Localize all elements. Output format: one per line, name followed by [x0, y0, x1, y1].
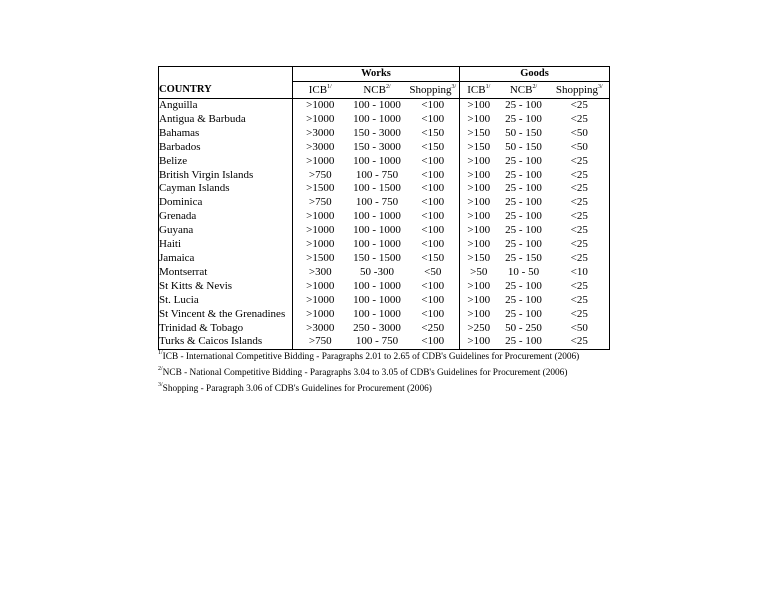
goods-icb-cell: >250 — [460, 322, 498, 336]
country-cell: Jamaica — [159, 252, 293, 266]
footnote — [158, 365, 579, 381]
works-ncb-cell: 50 -300 — [360, 265, 394, 278]
goods-icb-cell: >150 — [460, 127, 498, 141]
works-shopping-cell: <100 — [421, 293, 445, 306]
goods-shopping-cell: <25 — [550, 169, 610, 183]
goods-icb-cell: >100 — [460, 280, 498, 294]
works-shopping-cell: <100 — [421, 99, 445, 111]
works-shopping-cell: <100 — [421, 279, 445, 292]
goods-shopping-cell: <50 — [550, 322, 610, 336]
goods-icb-header — [460, 82, 498, 99]
works-shopping-cell: <100 — [421, 112, 445, 125]
country-column-header: COUNTRY — [159, 82, 293, 99]
country-cell: Trinidad & Tobago — [159, 322, 293, 336]
table-body — [159, 99, 610, 350]
footnote-text: ICB - International Competitive Bidding - Paragraphs 2.01 to 2.65 of CDB's Guidelines for Procurement (2006) — [162, 352, 580, 362]
works-shopping-cell: <150 — [421, 140, 445, 153]
works-ncb-cell: 100 - 1000 — [353, 154, 401, 167]
goods-ncb-cell: 50 - 150 — [505, 140, 542, 153]
country-cell: St Kitts & Nevis — [159, 280, 293, 294]
works-icb-cell: >1000 — [293, 294, 348, 308]
table-row — [159, 308, 610, 322]
country-cell: Belize — [159, 155, 293, 169]
goods-ncb-cell: 50 - 250 — [505, 321, 542, 334]
header-spacer-cell — [159, 67, 293, 82]
works-shopping-cell: <100 — [421, 168, 445, 181]
table-row — [159, 294, 610, 308]
goods-shopping-cell: <25 — [550, 113, 610, 127]
goods-ncb-cell: 25 - 100 — [505, 168, 542, 181]
goods-icb-cell: >100 — [460, 99, 498, 113]
table-row — [159, 196, 610, 210]
goods-shopping-cell: <25 — [550, 308, 610, 322]
works-icb-cell: >1000 — [293, 113, 348, 127]
header-footnote-mark: 1/ — [327, 84, 332, 90]
table-row — [159, 280, 610, 294]
works-icb-cell: >1500 — [293, 182, 348, 196]
works-shopping-cell: <100 — [421, 307, 445, 320]
works-shopping-cell: <100 — [421, 196, 445, 209]
works-shopping-cell: <250 — [421, 321, 445, 334]
goods-shopping-cell: <25 — [550, 294, 610, 308]
works-icb-cell: >750 — [293, 169, 348, 183]
goods-ncb-cell: 10 - 50 — [507, 265, 540, 278]
table-row — [159, 127, 610, 141]
works-ncb-cell: 100 - 1500 — [353, 182, 401, 195]
header-footnote-mark: 1/ — [485, 84, 491, 90]
table-row — [159, 182, 610, 196]
goods-ncb-cell: 50 - 150 — [505, 126, 542, 139]
goods-shopping-cell: <25 — [550, 224, 610, 238]
works-icb-cell: >300 — [293, 266, 348, 280]
goods-icb-cell: >50 — [460, 266, 498, 280]
country-cell: St. Lucia — [159, 294, 293, 308]
goods-shopping-cell: <25 — [550, 252, 610, 266]
table-row — [159, 99, 610, 113]
footnote — [158, 381, 579, 397]
works-icb-cell: >1000 — [293, 210, 348, 224]
goods-ncb-cell: 25 - 100 — [505, 112, 542, 125]
header-footnote-mark: 2/ — [385, 84, 391, 90]
country-cell: Grenada — [159, 210, 293, 224]
goods-shopping-header — [550, 82, 610, 99]
footnote-mark: 3/ — [158, 382, 163, 388]
goods-ncb-cell: 25 - 100 — [505, 182, 542, 195]
goods-icb-cell: >100 — [460, 182, 498, 196]
works-icb-cell: >750 — [293, 196, 348, 210]
works-icb-cell: >1000 — [293, 280, 348, 294]
works-ncb-cell: 150 - 3000 — [353, 140, 401, 153]
goods-icb-cell: >150 — [460, 252, 498, 266]
goods-ncb-cell: 25 - 100 — [505, 210, 542, 223]
works-ncb-cell: 100 - 1000 — [353, 293, 401, 306]
goods-ncb-cell: 25 - 100 — [498, 335, 550, 349]
header-label: ICB — [308, 84, 328, 96]
works-ncb-cell: 100 - 1000 — [353, 112, 401, 125]
header-label: NCB — [509, 84, 533, 96]
table-row — [159, 155, 610, 169]
goods-shopping-cell: <10 — [550, 266, 610, 280]
works-shopping-cell: <100 — [421, 224, 445, 237]
country-cell: Turks & Caicos Islands — [159, 335, 293, 349]
goods-icb-cell: >100 — [460, 294, 498, 308]
works-shopping-cell: <50 — [424, 265, 442, 278]
works-shopping-cell: <100 — [421, 154, 445, 167]
works-icb-cell: >1000 — [293, 308, 348, 322]
goods-ncb-cell: 25 - 150 — [505, 251, 542, 264]
country-cell: British Virgin Islands — [159, 169, 293, 183]
header-label: Shopping — [555, 84, 599, 96]
footnote — [158, 349, 579, 365]
table-row — [159, 141, 610, 155]
header-footnote-mark: 3/ — [598, 84, 603, 90]
works-ncb-cell: 100 - 1000 — [353, 224, 401, 237]
table-row — [159, 335, 610, 349]
works-ncb-cell: 100 - 1000 — [353, 99, 401, 111]
goods-shopping-cell: <25 — [550, 196, 610, 210]
works-shopping-cell: <100 — [421, 210, 445, 223]
goods-icb-cell: >100 — [460, 169, 498, 183]
goods-shopping-cell: <50 — [550, 141, 610, 155]
table-row — [159, 322, 610, 336]
goods-shopping-cell: <25 — [550, 238, 610, 252]
goods-ncb-cell: 25 - 100 — [505, 99, 542, 111]
goods-shopping-cell: <25 — [550, 99, 610, 113]
works-icb-cell: >3000 — [293, 141, 348, 155]
works-shopping-cell: <150 — [421, 126, 445, 139]
country-cell: Antigua & Barbuda — [159, 113, 293, 127]
table-row — [159, 252, 610, 266]
country-cell: St Vincent & the Grenadines — [159, 308, 293, 322]
works-ncb-cell: 100 - 1000 — [353, 307, 401, 320]
works-icb-cell: >750 — [293, 335, 348, 349]
goods-ncb-cell: 25 - 100 — [505, 154, 542, 167]
works-icb-cell: >1500 — [293, 252, 348, 266]
goods-icb-cell: >100 — [460, 196, 498, 210]
goods-icb-cell: >100 — [460, 224, 498, 238]
footnote-mark: 1/ — [158, 350, 163, 356]
goods-ncb-cell: 25 - 100 — [505, 279, 542, 292]
goods-shopping-cell: <25 — [550, 335, 610, 349]
works-ncb-header — [348, 82, 407, 99]
country-cell: Montserrat — [159, 266, 293, 280]
table-row — [159, 224, 610, 238]
table-row — [159, 238, 610, 252]
works-ncb-cell: 250 - 3000 — [353, 321, 401, 334]
works-shopping-cell: <150 — [421, 251, 445, 264]
goods-icb-cell: >100 — [460, 210, 498, 224]
works-icb-cell: >1000 — [293, 155, 348, 169]
works-icb-cell: >1000 — [293, 99, 348, 113]
goods-icb-cell: >100 — [460, 113, 498, 127]
goods-shopping-cell: <25 — [550, 280, 610, 294]
goods-ncb-cell: 25 - 100 — [505, 224, 542, 237]
header-footnote-mark: 3/ — [451, 84, 457, 90]
header-label: Shopping — [409, 84, 452, 96]
works-shopping-cell: <100 — [407, 335, 460, 349]
country-cell: Anguilla — [159, 99, 293, 113]
goods-shopping-cell: <50 — [550, 127, 610, 141]
table-row — [159, 113, 610, 127]
table-row — [159, 210, 610, 224]
works-icb-header — [293, 82, 348, 99]
works-icb-cell: >3000 — [293, 322, 348, 336]
country-cell: Cayman Islands — [159, 182, 293, 196]
works-ncb-cell: 100 - 750 — [355, 196, 399, 209]
group-header-row — [159, 67, 610, 82]
country-cell: Haiti — [159, 238, 293, 252]
country-cell: Guyana — [159, 224, 293, 238]
footnote-text: Shopping - Paragraph 3.06 of CDB's Guidelines for Procurement (2006) — [162, 384, 432, 394]
header-label: ICB — [467, 84, 486, 96]
goods-shopping-cell: <25 — [550, 155, 610, 169]
footnote-mark: 2/ — [158, 366, 163, 372]
works-ncb-cell: 100 - 1000 — [353, 210, 401, 223]
procurement-thresholds-table — [158, 66, 610, 350]
works-icb-cell: >1000 — [293, 224, 348, 238]
works-ncb-cell: 150 - 1500 — [353, 251, 401, 264]
country-cell: Dominica — [159, 196, 293, 210]
goods-ncb-cell: 25 - 100 — [505, 307, 542, 320]
works-icb-cell: >1000 — [293, 238, 348, 252]
table-row — [159, 169, 610, 183]
goods-icb-cell: >100 — [460, 335, 498, 349]
goods-ncb-cell: 25 - 100 — [505, 293, 542, 306]
header-label: NCB — [363, 84, 386, 96]
goods-shopping-cell: <25 — [550, 210, 610, 224]
works-ncb-cell: 100 - 750 — [355, 168, 399, 181]
column-header-row — [159, 82, 610, 99]
works-ncb-cell: 100 - 750 — [348, 335, 407, 349]
goods-icb-cell: >100 — [460, 155, 498, 169]
country-cell: Barbados — [159, 141, 293, 155]
works-group-header: Works — [293, 67, 460, 82]
goods-group-header: Goods — [460, 67, 610, 82]
works-shopping-header — [407, 82, 460, 99]
header-footnote-mark: 2/ — [532, 84, 538, 90]
footnote-text: NCB - National Competitive Bidding - Paragraphs 3.04 to 3.05 of CDB's Guidelines for Procurement (2006) — [162, 368, 568, 378]
works-shopping-cell: <100 — [421, 238, 445, 251]
goods-shopping-cell: <25 — [550, 182, 610, 196]
goods-icb-cell: >150 — [460, 141, 498, 155]
works-ncb-cell: 100 - 1000 — [353, 279, 401, 292]
works-ncb-cell: 150 - 3000 — [353, 126, 401, 139]
table-row — [159, 266, 610, 280]
footnotes — [158, 349, 579, 397]
goods-ncb-header — [498, 82, 550, 99]
works-shopping-cell: <100 — [421, 182, 445, 195]
goods-icb-cell: >100 — [460, 308, 498, 322]
works-icb-cell: >3000 — [293, 127, 348, 141]
country-cell: Bahamas — [159, 127, 293, 141]
goods-icb-cell: >100 — [460, 238, 498, 252]
goods-ncb-cell: 25 - 100 — [505, 196, 542, 209]
goods-ncb-cell: 25 - 100 — [505, 238, 542, 251]
works-ncb-cell: 100 - 1000 — [353, 238, 401, 251]
